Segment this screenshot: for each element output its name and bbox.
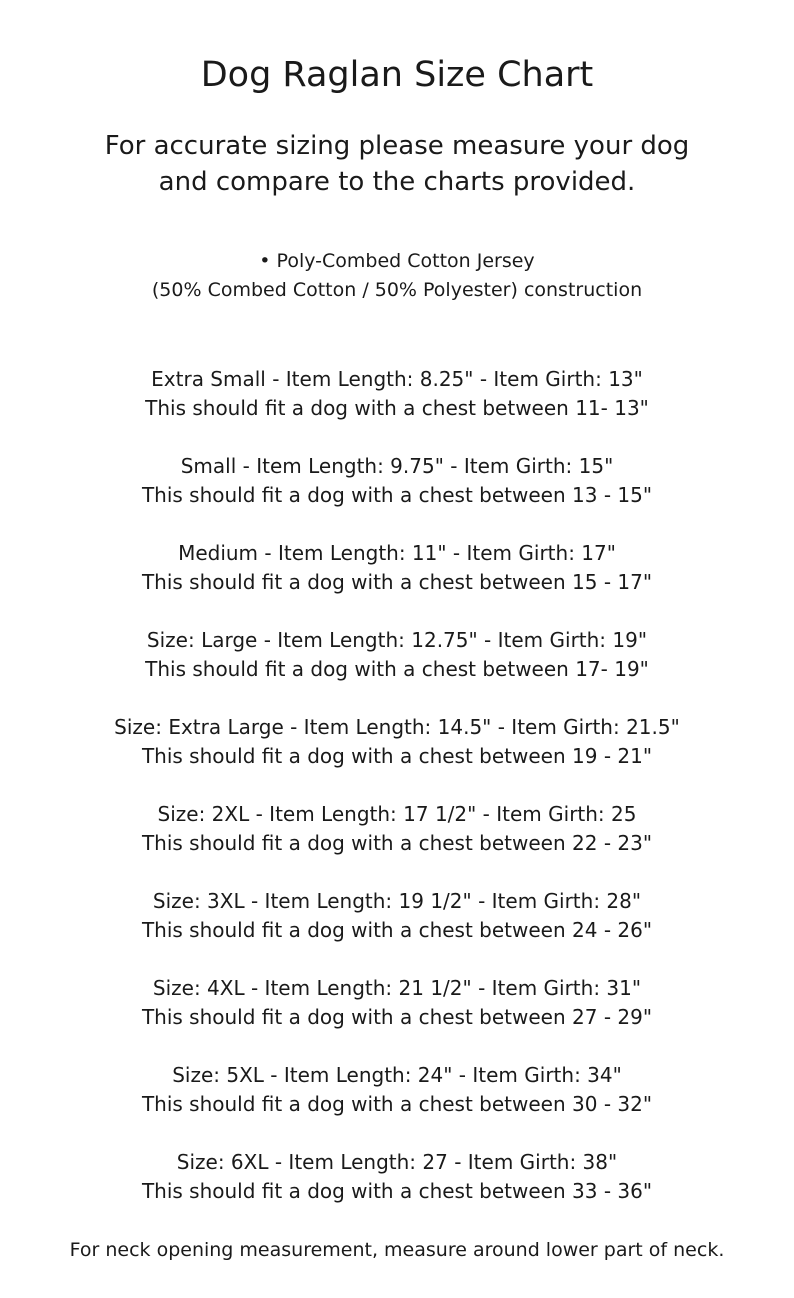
size-fit: This should fit a dog with a chest between 24 - 26" xyxy=(141,918,653,942)
page-title: Dog Raglan Size Chart xyxy=(200,55,594,95)
size-entry-large xyxy=(0,626,794,684)
size-spec: Size: 2XL - Item Length: 17 1/2" - Item Girth: 25 xyxy=(157,802,637,826)
size-spec: Size: 6XL - Item Length: 27 - Item Girth: 38" xyxy=(176,1150,618,1174)
neck-measurement-note: For neck opening measurement, measure around lower part of neck. xyxy=(69,1239,725,1261)
intro-text xyxy=(0,128,794,200)
size-entry-extra-small xyxy=(0,365,794,423)
material-line-1: • Poly-Combed Cotton Jersey xyxy=(259,250,535,272)
size-entry-3xl xyxy=(0,887,794,945)
size-fit: This should fit a dog with a chest between 19 - 21" xyxy=(141,744,653,768)
size-spec: Size: 3XL - Item Length: 19 1/2" - Item Girth: 28" xyxy=(152,889,642,913)
size-spec: Extra Small - Item Length: 8.25" - Item Girth: 13" xyxy=(151,367,643,391)
size-fit: This should fit a dog with a chest between 17- 19" xyxy=(145,657,649,681)
size-spec: Medium - Item Length: 11" - Item Girth: 17" xyxy=(178,541,616,565)
size-fit: This should fit a dog with a chest between 33 - 36" xyxy=(141,1179,653,1203)
size-list xyxy=(0,365,794,1235)
size-fit: This should fit a dog with a chest between 22 - 23" xyxy=(141,831,653,855)
size-fit: This should fit a dog with a chest between 27 - 29" xyxy=(141,1005,653,1029)
size-entry-medium xyxy=(0,539,794,597)
size-fit: This should fit a dog with a chest between 11- 13" xyxy=(145,396,649,420)
size-spec: Size: 5XL - Item Length: 24" - Item Girth: 34" xyxy=(172,1063,622,1087)
size-spec: Size: Large - Item Length: 12.75" - Item Girth: 19" xyxy=(146,628,648,652)
size-spec: Small - Item Length: 9.75" - Item Girth: 15" xyxy=(180,454,614,478)
intro-line-2: and compare to the charts provided. xyxy=(158,167,636,197)
size-entry-6xl xyxy=(0,1148,794,1206)
size-fit: This should fit a dog with a chest between 13 - 15" xyxy=(141,483,653,507)
size-spec: Size: Extra Large - Item Length: 14.5" - Item Girth: 21.5" xyxy=(114,715,680,739)
size-entry-4xl xyxy=(0,974,794,1032)
size-entry-extra-large xyxy=(0,713,794,771)
size-fit: This should fit a dog with a chest between 30 - 32" xyxy=(141,1092,653,1116)
material-line-2: (50% Combed Cotton / 50% Polyester) construction xyxy=(151,279,643,301)
size-entry-small xyxy=(0,452,794,510)
size-fit: This should fit a dog with a chest between 15 - 17" xyxy=(141,570,653,594)
size-spec: Size: 4XL - Item Length: 21 1/2" - Item Girth: 31" xyxy=(152,976,642,1000)
size-entry-2xl xyxy=(0,800,794,858)
material-info xyxy=(0,247,794,305)
intro-line-1: For accurate sizing please measure your dog xyxy=(104,131,690,161)
size-entry-5xl xyxy=(0,1061,794,1119)
